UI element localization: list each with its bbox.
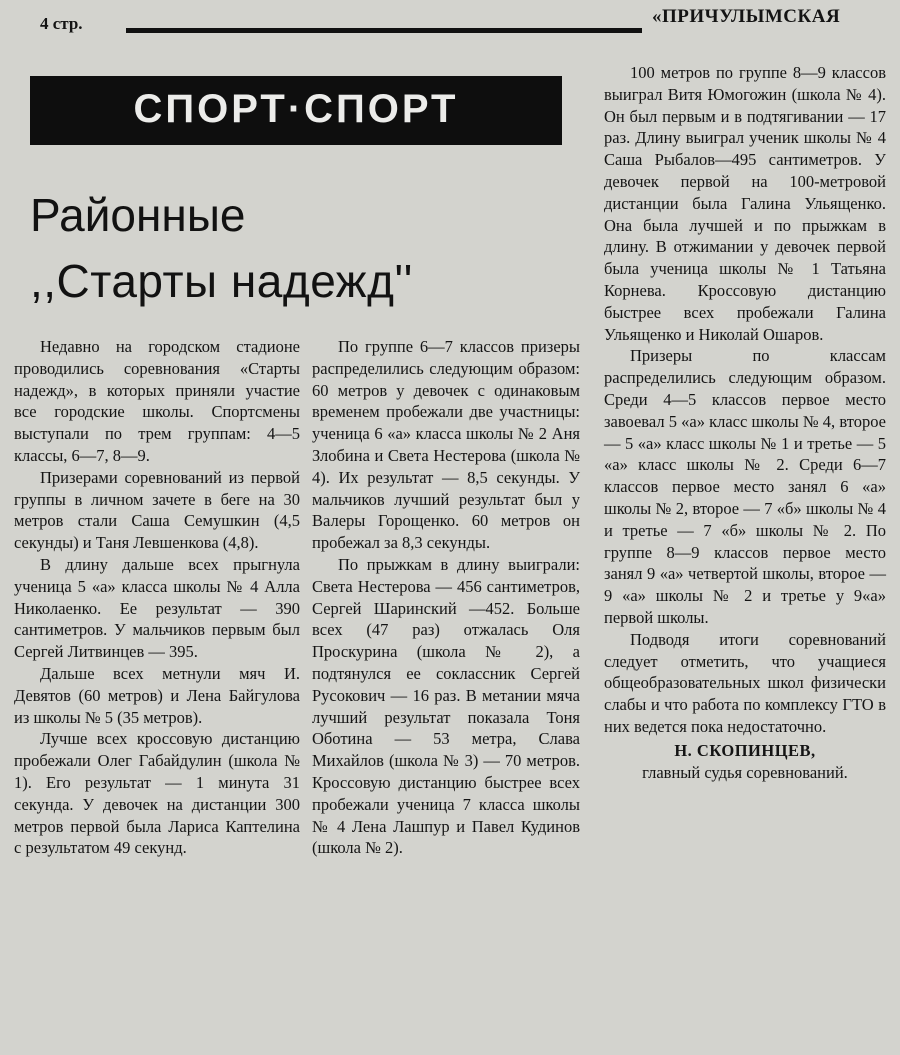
signature-name: Н. СКОПИНЦЕВ, [674, 740, 816, 760]
sport-rubric-banner [30, 76, 562, 145]
article-column-2 [312, 336, 580, 859]
paragraph: Лучше всех кроссовую дистанцию пробежали Олег Габайдулин (школа № 1). Его результат — 1 минута 31 секунда. У девочек на дистанции 300 метров первой была Лариса Каптелина с результатом 49 секунд. [14, 729, 300, 858]
signature [604, 740, 886, 784]
paragraph: Призерами соревнований из первой группы в личном зачете в беге на 30 метров стали Саша Семушкин (4,5 секунды) и Таня Левшенкова (4,8). [14, 467, 300, 553]
paragraph: Недавно на городском стадионе проводились соревнования «Старты надежд», в которых приняли участие все городские школы. Спортсмены выступали по трем группам: 4—5 классы, 6—7, 8—9. [14, 337, 300, 465]
article-column-3 [604, 62, 886, 783]
headline-line-1: Районные [30, 189, 246, 241]
paragraph: По группе 6—7 классов призеры распределились следующим образом: 60 метров у девочек с одинаковым временем пробежали две участницы: ученица 6 «а» класса школы № 2 Аня Злобина и Света Нестерова (школа № 4). Их результат — 8,5 секунды. У мальчиков лучший результат был у Валеры Горощенко. 60 метров он пробежал за 8,3 секунды. [312, 337, 580, 553]
paragraph: 100 метров по группе 8—9 классов выиграл Витя Юмогожин (школа № 4). Он был первым и в подтягивании — 17 раз. Длину выиграл ученик школы № 4 Саша Рыбалов—495 сантиметров. У девочек первой на 100-метровой дистанции была Галина Ульященко. Она была лучшей и по прыжкам в длину. В отжимании у девочек первой была ученица школы № 1 Татьяна Корнева. Кроссовую дистанцию быстрее всех пробежали Галина Ульященко и Николай Ошаров. [604, 63, 886, 344]
paragraph: Подводя итоги соревнований следует отметить, что учащиеся общеобразовательных школ физически слабы и что работа по комплексу ГТО в них ведется пока недостаточно. [604, 629, 886, 736]
rubric-text: СПОРТ·СПОРТ [133, 86, 459, 131]
newspaper-name: «ПРИЧУЛЫМСКАЯ [652, 6, 841, 27]
paragraph: Призеры по классам распределились следующим образом. Среди 4—5 классов первое место завоевал 5 «а» класс школы № 4, второе — 5 «а» класс школы № 1 и третье — 5 «а» класс школы № 2. Среди 6—7 классов первое место занял 6 «а» школы № 2, второе — 7 «б» школы № 4 и третье — 7 «б» школы № 2. По группе 8—9 классов первое место занял 9 «а» четвертой школы, второе — 9 «а» школы № 2 и третье у 9«а» первой школы. [604, 346, 886, 627]
page-number: 4 стр. [40, 14, 83, 33]
header-rule [126, 28, 642, 33]
paragraph: Дальше всех метнули мяч И. Девятов (60 метров) и Лена Байгулова из школы № 5 (35 метров). [14, 663, 300, 727]
article-column-1 [14, 336, 300, 859]
headline-line-2: ,,Старты надежд'' [30, 255, 413, 307]
paragraph: По прыжкам в длину выиграли: Света Нестерова — 456 сантиметров, Сергей Шаринский —452. Больше всех (47 раз) отжалась Оля Проскурина (школа № 2), а подтянулся ее соклассник Сергей Русокович — 16 раз. В метании мяча лучший результат показала Тоня Оботина — 53 метра, Слава Михайлов (школа № 3) — 70 метров. Кроссовую дистанцию быстрее всех пробежали ученица 7 класса школы № 4 Лена Лашпур и Павел Кудинов (школа № 2). [312, 554, 580, 858]
article-headline [30, 182, 590, 314]
signature-role: главный судья соревнований. [642, 762, 848, 782]
paragraph: В длину дальше всех прыгнула ученица 5 «а» класса школы № 4 Алла Николаенко. Ее результат — 390 сантиметров. У мальчиков первым был Сергей Литвинцев — 395. [14, 554, 300, 662]
